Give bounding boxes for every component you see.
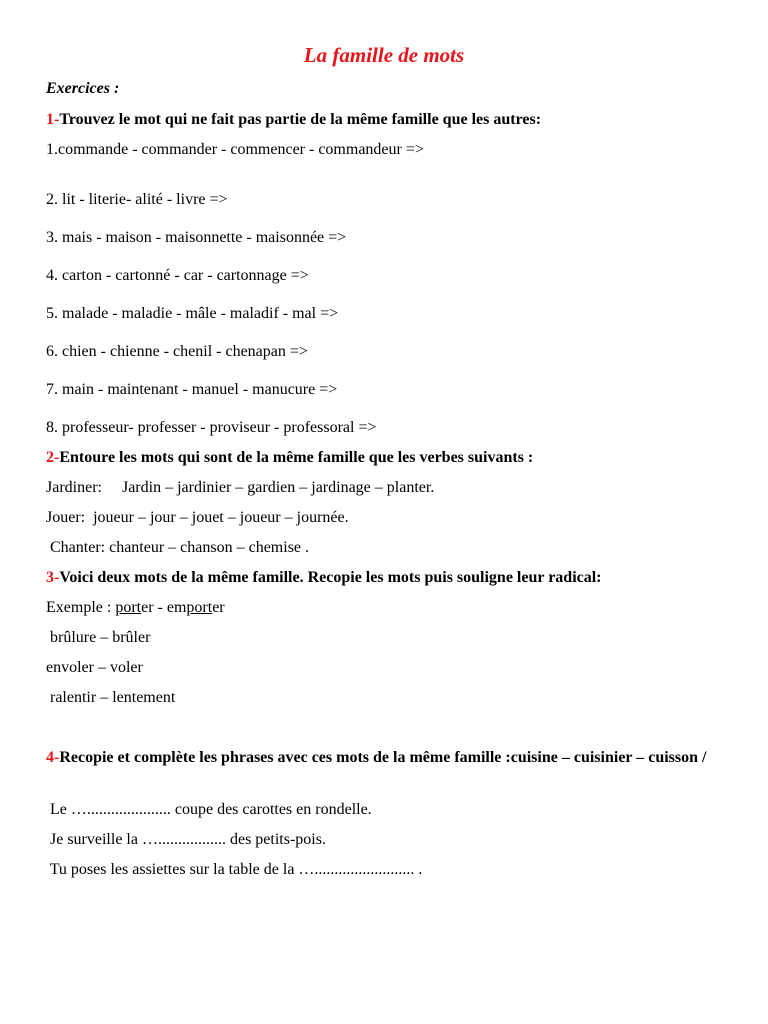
exercise-3-item-3: ralentir – lentement: [46, 689, 176, 706]
exercise-3-item-2: envoler – voler: [46, 659, 143, 676]
exercise-4-number: 4-: [46, 749, 60, 766]
exercise-1-item-2: 2. lit - literie- alité - livre =>: [46, 191, 228, 208]
exercise-1-item-5: 5. malade - maladie - mâle - maladif - mal =>: [46, 305, 339, 322]
example-word-2-prefix: em: [166, 599, 187, 616]
example-separator: -: [153, 599, 167, 616]
exercise-1-instruction: Trouvez le mot qui ne fait pas partie de la même famille que les autres:: [59, 111, 542, 128]
exercise-4-item-3: Tu poses les assiettes sur la table de la …......................... .: [46, 861, 423, 878]
exercise-1-item-1: 1.commande - commander - commencer - commandeur =>: [46, 141, 424, 158]
page-title: La famille de mots: [303, 43, 465, 67]
exercise-1-item-6: 6. chien - chienne - chenil - chenapan =>: [46, 343, 308, 360]
exercise-2-item-1: Jardiner: Jardin – jardinier – gardien – jardinage – planter.: [46, 479, 435, 496]
example-word-1-suffix: er: [141, 599, 154, 616]
exercise-2-item-3: Chanter: chanteur – chanson – chemise .: [46, 539, 310, 556]
example-prefix: Exemple :: [46, 599, 116, 616]
exercise-3-instruction: Voici deux mots de la même famille. Recopie les mots puis souligne leur radical:: [59, 569, 602, 586]
exercise-1-item-7: 7. main - maintenant - manuel - manucure =>: [46, 381, 338, 398]
exercise-2-instruction: Entoure les mots qui sont de la même famille que les verbes suivants :: [59, 449, 534, 466]
exercise-1-item-4: 4. carton - cartonné - car - cartonnage =>: [46, 267, 309, 284]
exercise-2-heading: [46, 448, 533, 468]
exercise-4-item-1: Le …..................... coupe des carottes en rondelle.: [46, 801, 372, 818]
exercise-4-item-2: Je surveille la …................. des petits-pois.: [46, 831, 326, 848]
exercise-4-instruction: Recopie et complète les phrases avec ces mots de la même famille :cuisine – cuisinier – cuisson /: [59, 749, 707, 766]
exercise-2-item-2: Jouer: joueur – jour – jouet – joueur – journée.: [46, 509, 349, 526]
example-word-2-root: port: [186, 599, 213, 616]
exercise-3-item-1: brûlure – brûler: [46, 629, 151, 646]
exercise-4-heading: [46, 748, 726, 768]
exercise-3-example: [46, 598, 225, 618]
exercises-subtitle: Exercices :: [46, 80, 120, 97]
exercise-3-number: 3-: [46, 569, 60, 586]
exercise-2-number: 2-: [46, 449, 60, 466]
exercise-1-heading: [46, 110, 541, 130]
example-word-2-suffix: er: [212, 599, 225, 616]
example-word-1-root: port: [115, 599, 142, 616]
exercise-1-item-3: 3. mais - maison - maisonnette - maisonnée =>: [46, 229, 347, 246]
exercise-1-number: 1-: [46, 111, 60, 128]
exercise-1-item-8: 8. professeur- professer - proviseur - professoral =>: [46, 419, 377, 436]
exercise-3-heading: [46, 568, 602, 588]
